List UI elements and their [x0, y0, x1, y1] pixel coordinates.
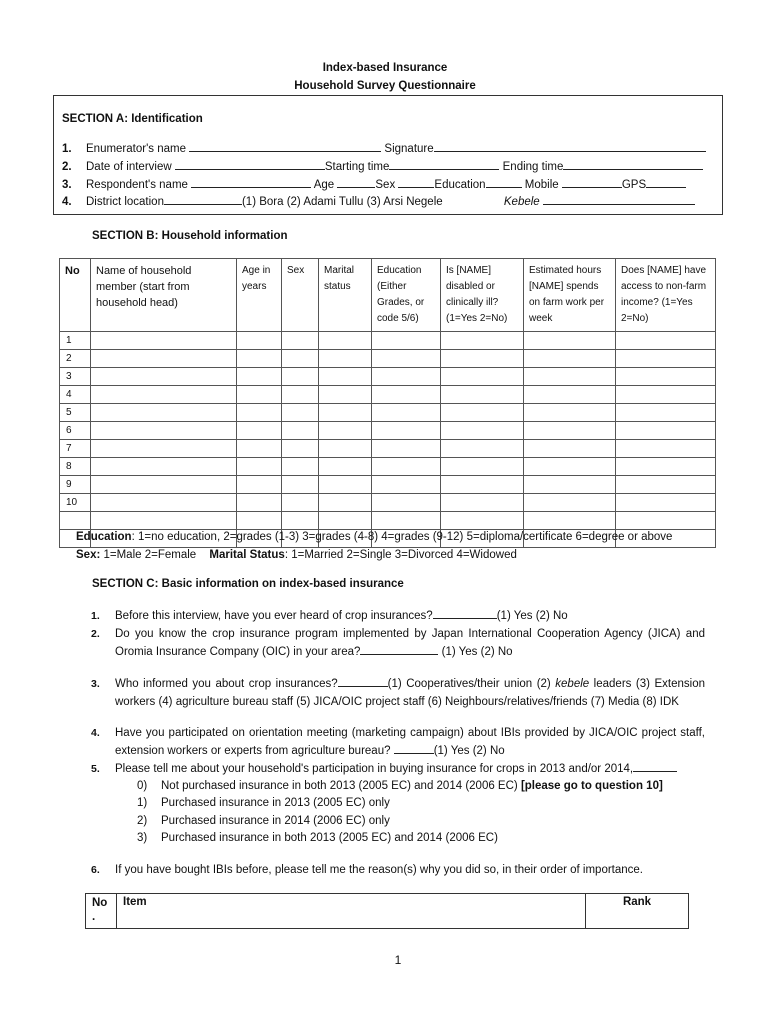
- table-row: 7: [60, 440, 716, 458]
- col-disabled: Is [NAME] disabled or clinically ill? (1=Yes 2=No): [441, 259, 524, 332]
- col-name: Name of household member (start from household head): [91, 259, 237, 332]
- label-kebele: Kebele: [503, 196, 540, 208]
- table-row: 5: [60, 404, 716, 422]
- rank-table-header: [86, 894, 689, 929]
- col-education: Education (Either Grades, or code 5/6): [372, 259, 441, 332]
- label-starting-time: Starting time: [324, 161, 390, 173]
- mobile-field[interactable]: [562, 176, 622, 188]
- q5-answer-field[interactable]: [633, 760, 677, 772]
- section-a-row-2: 2. Date of interview Starting time Ending time: [62, 158, 703, 174]
- label-mobile: Mobile: [524, 179, 559, 191]
- col-no: No: [60, 259, 91, 332]
- label-respondent-name: Respondent's name: [86, 179, 188, 191]
- reason-rank-table: [85, 893, 689, 929]
- q5-option-0: 0) Not purchased insurance in both 2013 (2005 EC) and 2014 (2006 EC) [please go to question 10]: [137, 780, 663, 792]
- table-row: 8: [60, 458, 716, 476]
- question-5: 5. Please tell me about your household's participation in buying insurance for crops in 2013 and/or 2014,: [91, 760, 705, 778]
- col-rank-no: No .: [86, 894, 117, 929]
- label-age: Age: [313, 179, 335, 191]
- household-table-header: [60, 259, 716, 332]
- table-row: 9: [60, 476, 716, 494]
- starting-time-field[interactable]: [389, 158, 499, 170]
- section-a-row-1: 1. Enumerator's name Signature: [62, 140, 706, 156]
- q5-option-2: 2) Purchased insurance in 2014 (2006 EC) only: [137, 815, 390, 827]
- col-nonfarm-income: Does [NAME] have access to non-farm income? (1=Yes 2=No): [616, 259, 716, 332]
- col-rank-item: Item: [117, 894, 586, 929]
- district-options: (1) Bora (2) Adami Tullu (3) Arsi Negele: [241, 196, 443, 208]
- table-row: 3: [60, 368, 716, 386]
- col-sex: Sex: [282, 259, 319, 332]
- col-age: Age in years: [237, 259, 282, 332]
- col-rank-rank: Rank: [586, 894, 689, 929]
- doc-title-line1: Index-based Insurance: [322, 62, 448, 74]
- table-row: [60, 512, 716, 530]
- q4-answer-field[interactable]: [394, 742, 434, 754]
- label-education: Education: [434, 179, 486, 191]
- enumerator-name-field[interactable]: [189, 140, 381, 152]
- col-farm-hours: Estimated hours [NAME] spends on farm work per week: [524, 259, 616, 332]
- label-gps: GPS: [621, 179, 647, 191]
- signature-field[interactable]: [434, 140, 706, 152]
- sex-marital-codes-note: Sex: 1=Male 2=Female Marital Status: 1=Married 2=Single 3=Divorced 4=Widowed: [76, 549, 517, 561]
- kebele-field[interactable]: [543, 193, 695, 205]
- age-field[interactable]: [337, 176, 375, 188]
- label-signature: Signature: [384, 143, 434, 155]
- household-table: [59, 258, 716, 548]
- ending-time-field[interactable]: [563, 158, 703, 170]
- question-1: 1. Before this interview, have you ever heard of crop insurances? (1) Yes (2) No: [91, 607, 705, 625]
- date-of-interview-field[interactable]: [175, 158, 325, 170]
- education-codes-note: Education: 1=no education, 2=grades (1-3) 3=grades (4-8) 4=grades (9-12) 5=diploma/certificate 6=degree or above: [76, 531, 673, 543]
- respondent-name-field[interactable]: [191, 176, 311, 188]
- gps-field[interactable]: [646, 176, 686, 188]
- q1-answer-field[interactable]: [433, 607, 497, 619]
- table-row: 6: [60, 422, 716, 440]
- q5-option-1: 1) Purchased insurance in 2013 (2005 EC) only: [137, 797, 390, 809]
- question-6: 6. If you have bought IBIs before, please tell me the reason(s) why you did so, in their order of importance.: [91, 864, 644, 876]
- q3-answer-field[interactable]: [338, 675, 388, 687]
- table-row: 2: [60, 350, 716, 368]
- label-date-of-interview: Date of interview: [86, 161, 172, 173]
- col-marital: Marital status: [319, 259, 372, 332]
- table-row: 4: [60, 386, 716, 404]
- doc-title-line2: Household Survey Questionnaire: [294, 80, 476, 92]
- page-number: 1: [394, 953, 402, 967]
- question-4: 4. Have you participated on orientation meeting (marketing campaign) about IBIs provided by JICA/OIC project staff, extension workers or experts from agriculture bureau? (1) Yes (2) No: [91, 727, 705, 757]
- section-a-row-3: 3. Respondent's name Age Sex Education Mobile GPS: [62, 176, 686, 192]
- sex-field[interactable]: [398, 176, 434, 188]
- question-3: 3. Who informed you about crop insurances? (1) Cooperatives/their union (2) kebele leaders (3) Extension workers (4) agriculture bureau staff (5) JICA/OIC project staff (6) Neighbours/relatives/friends (7) Media (8) IDK: [91, 675, 705, 711]
- label-ending-time: Ending time: [502, 161, 564, 173]
- district-location-field[interactable]: [164, 193, 242, 205]
- label-enumerator-name: Enumerator's name: [86, 143, 186, 155]
- label-sex: Sex: [375, 179, 396, 191]
- label-district-location: District location: [86, 196, 164, 208]
- section-b-title: SECTION B: Household information: [92, 230, 288, 242]
- section-a-title: SECTION A: Identification: [62, 113, 203, 125]
- table-row: 1: [60, 332, 716, 350]
- q2-answer-field[interactable]: [360, 643, 438, 655]
- q5-option-3: 3) Purchased insurance in both 2013 (2005 EC) and 2014 (2006 EC): [137, 832, 498, 844]
- section-a-box: [53, 95, 723, 215]
- table-row: 10: [60, 494, 716, 512]
- section-c-title: SECTION C: Basic information on index-based insurance: [92, 578, 404, 590]
- education-field[interactable]: [486, 176, 522, 188]
- question-2: 2. Do you know the crop insurance program implemented by Japan International Cooperation Agency (JICA) and Oromia Insurance Company (OIC) in your area? (1) Yes (2) No: [91, 628, 705, 658]
- section-a-row-4: 4. District location (1) Bora (2) Adami Tullu (3) Arsi Negele Kebele: [62, 193, 695, 209]
